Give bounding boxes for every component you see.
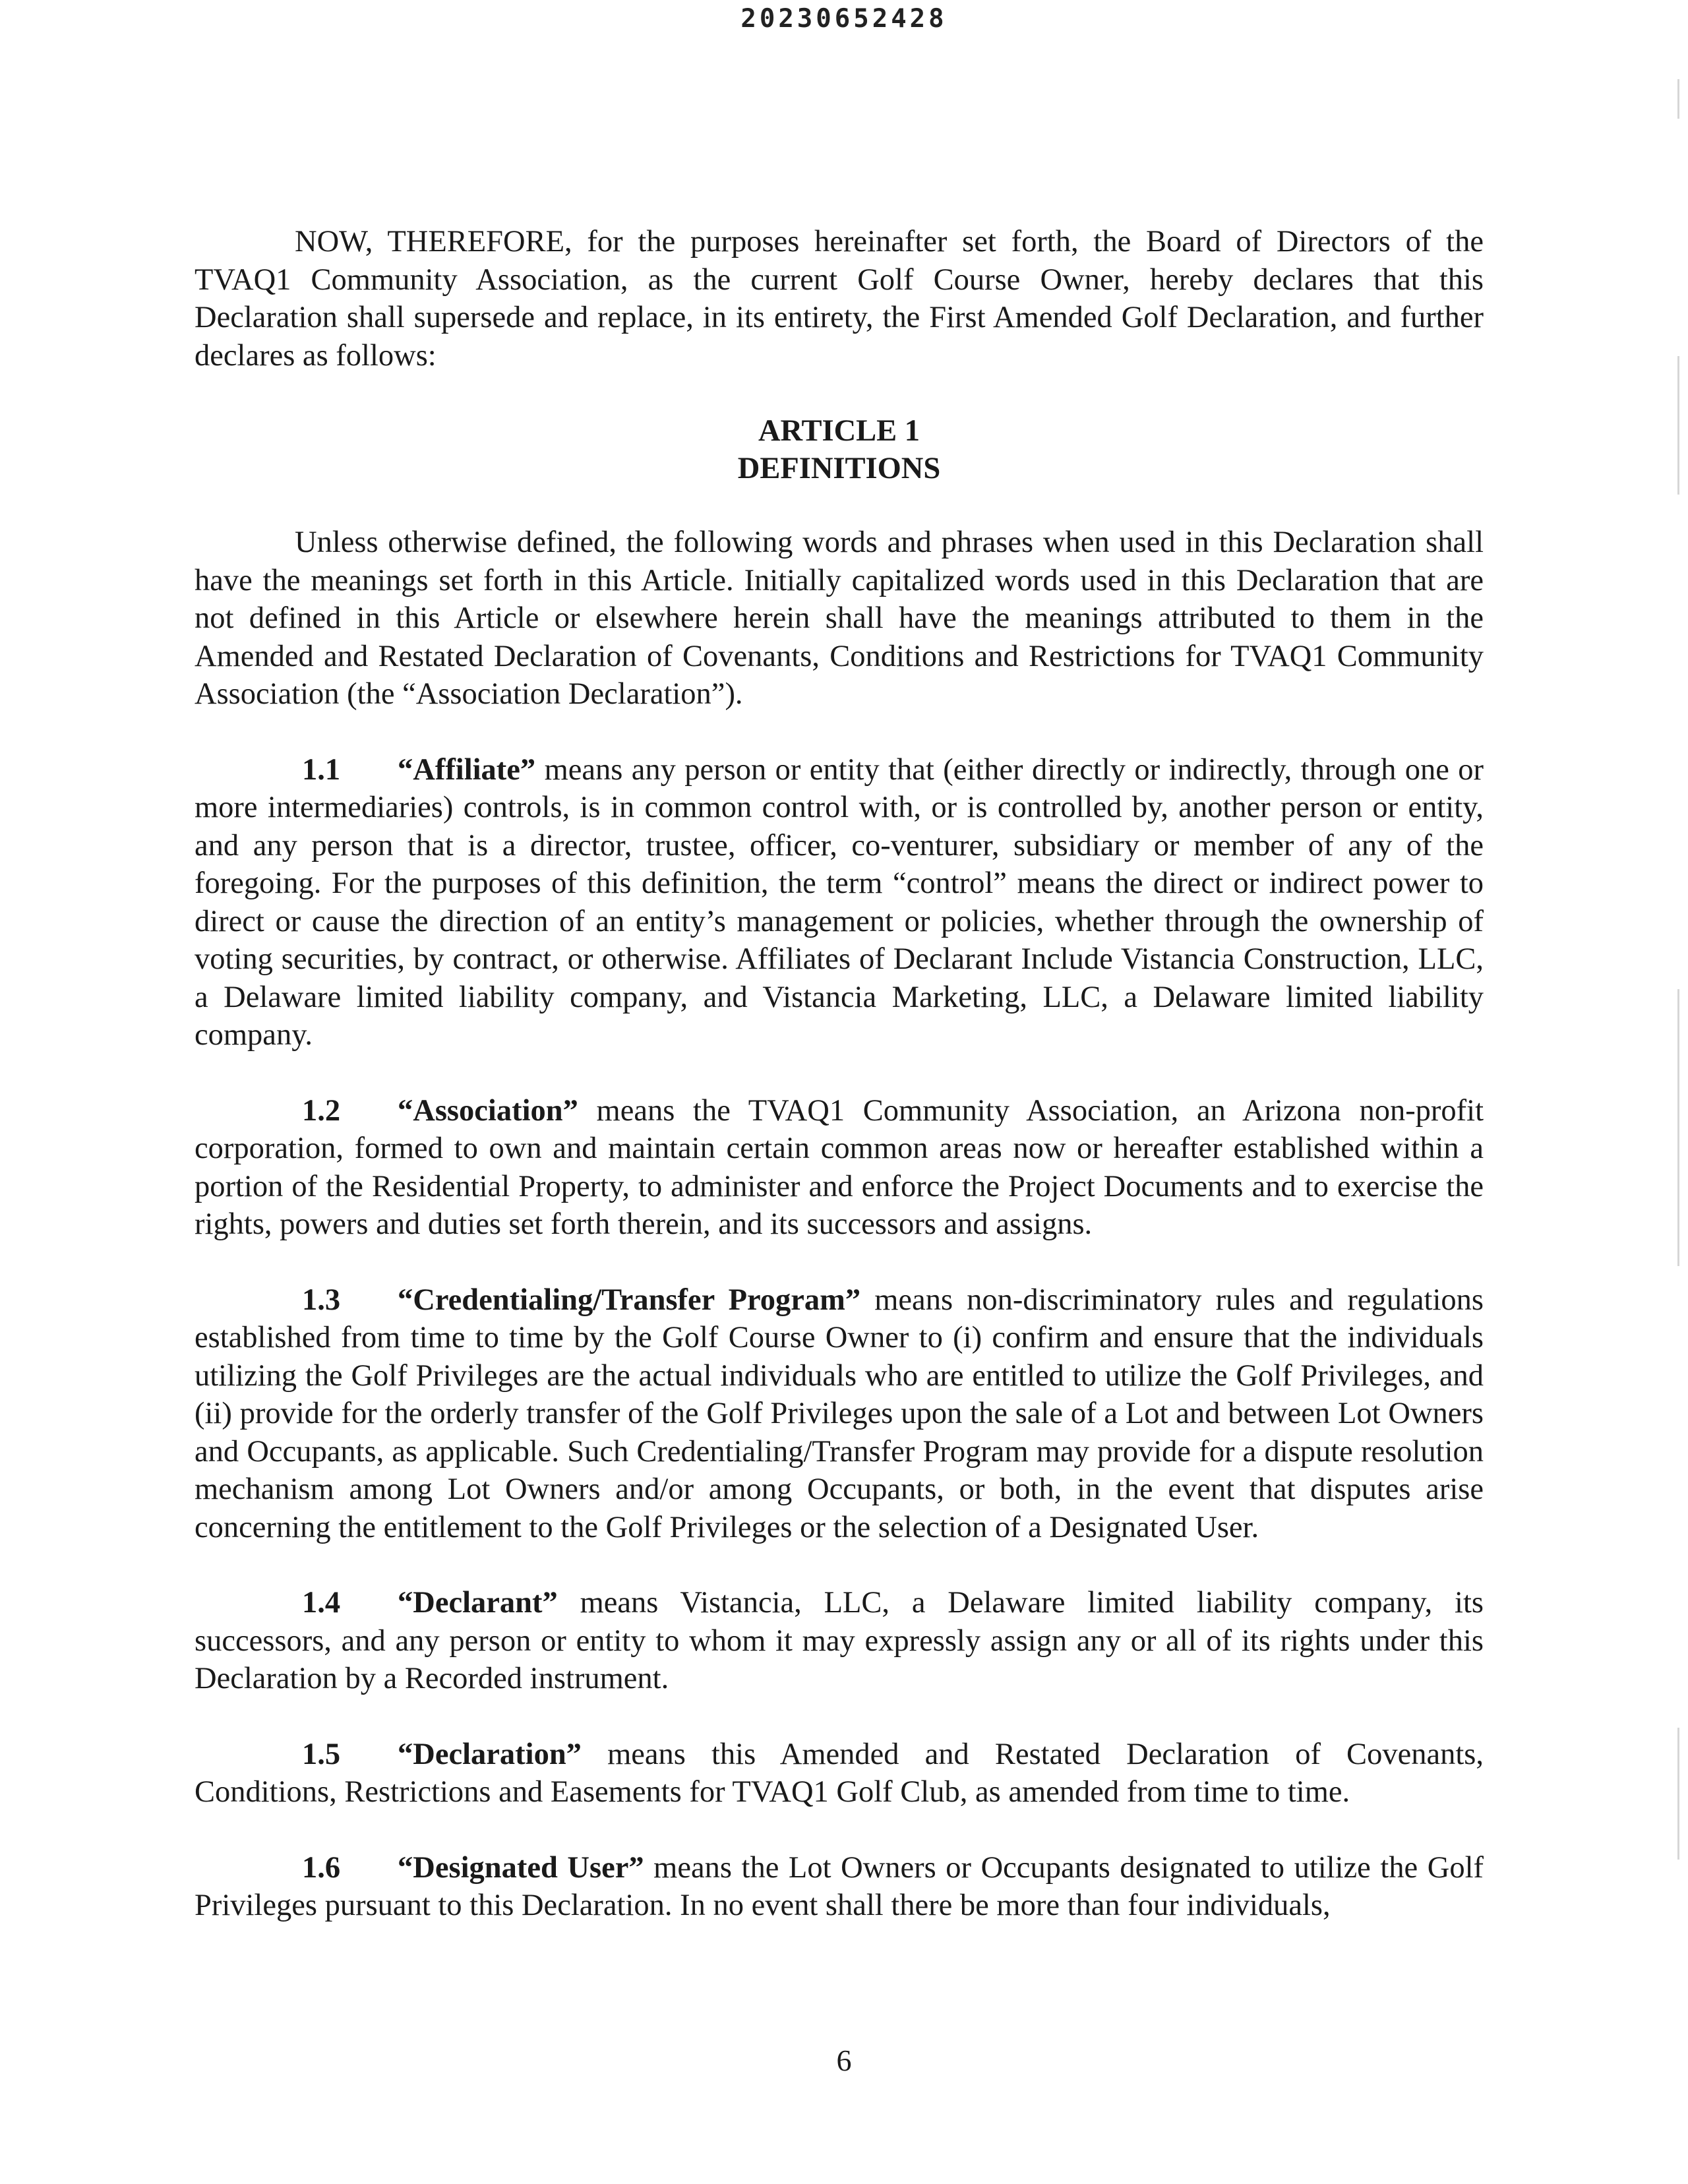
section-number: 1.1	[302, 752, 341, 787]
scan-margin-mark	[1677, 989, 1679, 1266]
section-1-2	[195, 1092, 1484, 1244]
section-text: means non-discriminatory rules and regulations established from time to time by the Golf Course Owner to (i) confirm and ensure that the individuals utilizing the Golf Privileges are the actual individuals who are entitled to utilize the Golf Privileges, and (ii) provide for the orderly transfer of the Golf Privileges upon the sale of a Lot and between Lot Owners and Occupants, as applicable. Such Credentialing/Transfer Program may provide for a dispute resolution mechanism among Lot Owners and/or among Occupants, or both, in the event that disputes arise concerning the entitlement to the Golf Privileges or the selection of a Designated User.	[195, 1283, 1484, 1544]
section-text: means the Lot Owners or Occupants designated to utilize the Golf Privileges pursuant to this Declaration. In no event shall there be more than four individuals,	[195, 1850, 1484, 1922]
article-number: ARTICLE 1	[758, 414, 920, 448]
section-text: means this Amended and Restated Declaration of Covenants, Conditions, Restrictions and Easements for TVAQ1 Golf Club, as amended from time to time.	[195, 1737, 1484, 1809]
document-body	[195, 223, 1484, 1925]
section-number: 1.5	[302, 1737, 341, 1771]
article-heading	[195, 412, 1484, 487]
defined-term: “Affiliate”	[398, 752, 536, 787]
section-number: 1.2	[302, 1093, 341, 1128]
section-1-1	[195, 751, 1484, 1054]
section-number: 1.4	[302, 1586, 341, 1620]
defined-term: “Designated User”	[398, 1850, 644, 1885]
section-1-5	[195, 1736, 1484, 1811]
page-number: 6	[836, 2044, 852, 2077]
scan-margin-mark	[1677, 1728, 1679, 1860]
section-1-6	[195, 1849, 1484, 1925]
intro-paragraph: NOW, THEREFORE, for the purposes hereinafter set forth, the Board of Directors of the TVAQ1 Community Association, as the current Golf Course Owner, hereby declares that this Declaration shall supersede and replace, in its entirety, the First Amended Golf Declaration, and further declares as follows:	[195, 225, 1484, 373]
defined-term: “Declarant”	[398, 1586, 558, 1620]
section-1-3	[195, 1281, 1484, 1547]
section-number: 1.3	[302, 1283, 341, 1317]
defined-term: “Association”	[398, 1093, 578, 1128]
defined-term: “Credentialing/Transfer Program”	[398, 1283, 861, 1317]
article-title: DEFINITIONS	[737, 452, 941, 485]
defined-term: “Declaration”	[398, 1737, 582, 1771]
document-number: 20230652428	[740, 4, 948, 34]
section-1-4	[195, 1584, 1484, 1698]
article-preamble: Unless otherwise defined, the following words and phrases when used in this Declaration shall have the meanings set forth in this Article. Initially capitalized words used in this Declaration that are not defined in this Article or elsewhere herein shall have the meanings attributed to them in the Amended and Restated Declaration of Covenants, Conditions and Restrictions for TVAQ1 Community Association (the “Association Declaration”).	[195, 526, 1484, 711]
section-text: means the TVAQ1 Community Association, an Arizona non-profit corporation, formed to own and maintain certain common areas now or hereafter established within a portion of the Residential Property, to administer and enforce the Project Documents and to exercise the rights, powers and duties set forth therein, and its successors and assigns.	[195, 1093, 1484, 1241]
section-text: means any person or entity that (either directly or indirectly, through one or more intermediaries) controls, is in common control with, or is controlled by, another person or entity, and any person that is a director, trustee, officer, co-venturer, subsidiary or member of any of the foregoing. For the purposes of this definition, the term “control” means the direct or indirect power to direct or cause the direction of an entity’s management or policies, whether through the ownership of voting securities, by contract, or otherwise. Affiliates of Declarant Include Vistancia Construction, LLC, a Delaware limited liability company, and Vistancia Marketing, LLC, a Delaware limited liability company.	[195, 752, 1484, 1052]
section-number: 1.6	[302, 1850, 341, 1885]
scan-margin-mark	[1677, 79, 1679, 119]
scan-margin-mark	[1677, 356, 1679, 495]
section-text: means Vistancia, LLC, a Delaware limited liability company, its successors, and any person or entity to whom it may expressly assign any or all of its rights under this Declaration by a Recorded instrument.	[195, 1586, 1484, 1695]
